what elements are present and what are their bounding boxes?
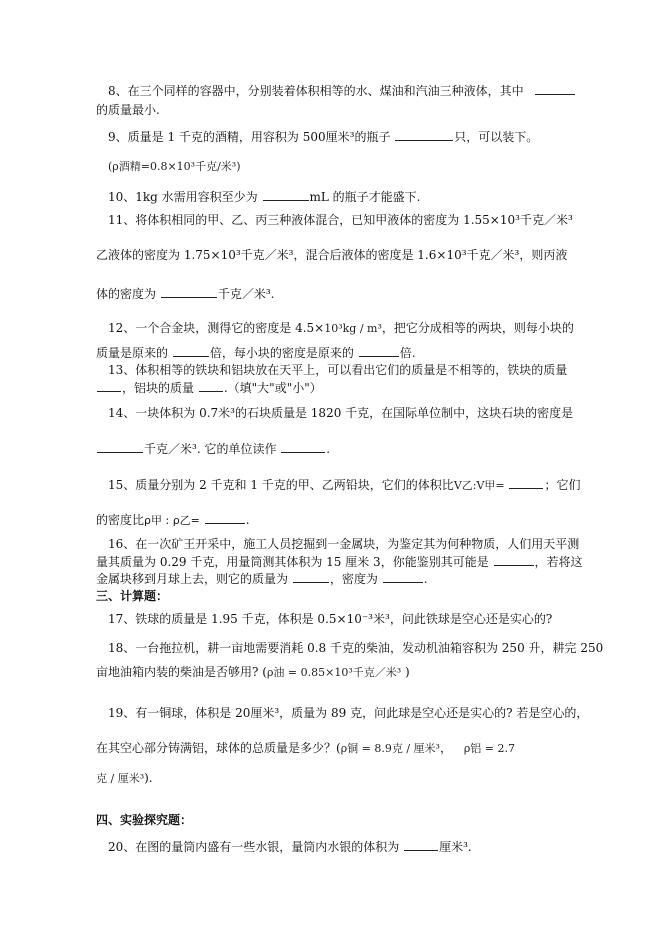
question-11-line-1: [108, 212, 573, 228]
question-20: [108, 838, 472, 855]
q16-text-3c: .: [423, 572, 428, 586]
q19-separator: ，: [439, 741, 452, 755]
q16-text-2b: ，若将这: [534, 555, 583, 569]
q9-text-c: 只，可以装下。: [454, 130, 539, 144]
q12-text-2c: 倍.: [399, 346, 416, 360]
q10-text-b: mL 的瓶子才能盛下.: [309, 190, 421, 204]
section-3-title: 三、计算题：: [96, 589, 169, 603]
q19-unit: 厘米³: [250, 706, 280, 720]
q14-unit: 米³: [218, 406, 235, 420]
q11-text-3c: .: [270, 287, 275, 301]
question-14-line-1: [108, 405, 573, 421]
q11-text-3a: 体的密度为: [96, 287, 157, 301]
q14-text-2a: 千克／: [144, 442, 181, 456]
q9-formula: (ρ酒精=0.8×10³千克/米³): [108, 160, 241, 173]
q11-answer-blank[interactable]: [161, 285, 217, 298]
q13-text-2b: .（填"大"或"小"）: [223, 381, 322, 395]
q15-text-2a: 的密度比: [96, 513, 145, 527]
q8-answer-blank[interactable]: [535, 82, 575, 95]
q17-text-b: ，问此铁球是空心还是实心的?: [389, 612, 553, 626]
q19-text-1b: ，质量为 89 克，问此球是空心还是实心的? 若是空心的，: [279, 706, 589, 720]
q12-answer-blank-2[interactable]: [359, 344, 399, 357]
q12-text-2a: 质量是原来的: [96, 346, 169, 360]
q11-text-3b: 千克／: [217, 287, 254, 301]
q16-text-3b: ，密度为: [329, 572, 378, 586]
question-11-line-3: [96, 285, 275, 302]
q15-text-1b: ；它们: [544, 478, 581, 492]
q11-text-2b: ，混合后液体的密度是 1.6×10³千克／: [293, 248, 503, 262]
q20-unit: 厘米³: [439, 840, 468, 854]
question-11-line-2: [96, 247, 567, 263]
q12-text-1b: ，把它分成相等的两块，则每小块的: [381, 321, 574, 335]
q8-text-2: 的质量最小.: [96, 103, 160, 117]
question-19-line-2: [96, 740, 515, 757]
q9-answer-blank[interactable]: [395, 128, 453, 141]
q17-text-a: 17、铁球的质量是 1.95 千克，体积是 0.5×: [108, 612, 347, 626]
question-15-line-2: [96, 511, 250, 529]
q16-answer-blank-2[interactable]: [293, 570, 329, 583]
q12-unit: 10³kg / m³: [324, 322, 382, 335]
q13-text-1: 13、体积相等的铁块和铝块放在天平上，可以看出它们的质量是不相等的，铁块的质量: [108, 363, 568, 377]
question-9-line-1: [108, 128, 538, 145]
q11-text-2c: ，则丙液: [519, 248, 568, 262]
q20-answer-blank[interactable]: [404, 838, 438, 851]
q14-text-2b: . 它的单位读作: [196, 442, 277, 456]
q19-text-2a: 在其空心部分铸满铝，球体的总质量是多少？(: [96, 741, 341, 755]
question-12-line-1: [108, 320, 574, 337]
q14-text-2c: .: [326, 442, 331, 456]
q16-answer-blank-1[interactable]: [494, 553, 534, 566]
q18-formula: ρ油 = 0.85×10³千克／米³: [266, 666, 402, 679]
q18-text-1: 18、一台拖拉机，耕一亩地需要消耗 0.8 千克的柴油，发动机油箱容积为 250 升，耕完 250: [108, 641, 604, 655]
q9-text-a: 9、质量是 1 千克的酒精，用容积为 500: [108, 130, 326, 144]
q20-text-b: .: [467, 840, 472, 854]
question-13-line-1: [108, 362, 567, 378]
q15-density-ratio: ρ甲 : ρ乙=: [144, 514, 200, 527]
q15-answer-blank-2[interactable]: [205, 511, 245, 524]
question-19-line-1: [108, 705, 588, 721]
question-18-line-1: [108, 640, 603, 656]
section-4-title: 四、实验探究题：: [96, 813, 193, 827]
q11-text-1: 11、将体积相同的甲、乙、丙三种液体混合，已知甲液体的密度为 1.55×: [108, 213, 500, 227]
question-12-line-2: [96, 344, 416, 361]
question-18-line-2: [96, 664, 410, 681]
q10-text-a: 10、1kg 水需用容积至少为: [108, 190, 258, 204]
q19-text-1a: 19、有一铜球，体积是 20: [108, 706, 251, 720]
q12-answer-blank-1[interactable]: [173, 344, 209, 357]
section-4-heading: [96, 812, 192, 828]
q11-unit-4: 米³: [253, 287, 271, 301]
q19-formula-aluminum: ρ铝 = 2.7: [463, 742, 515, 755]
q14-text-1b: 的石块质量是 1820 千克，在国际单位制中，这块石块的密度是: [234, 406, 574, 420]
q9-text-b: 的瓶子: [354, 130, 391, 144]
q14-unit-2: 米³: [180, 442, 197, 456]
section-3-heading: [96, 588, 168, 604]
q15-answer-blank-1[interactable]: [509, 476, 543, 489]
question-8-line-2: [96, 102, 160, 118]
q10-answer-blank[interactable]: [263, 188, 309, 201]
q8-text: 8、在三个同样的容器中，分别装着体积相等的水、煤油和汽油三种液体，其中: [108, 84, 524, 98]
q14-answer-blank-2[interactable]: [281, 440, 325, 453]
q15-volume-ratio: V乙:V甲=: [453, 479, 505, 492]
question-15-line-1: [108, 476, 580, 494]
q14-text-1a: 14、一块体积为 0.7: [108, 406, 219, 420]
q12-text-2b: 倍，每小块的密度是原来的: [209, 346, 354, 360]
q11-unit-2: 米³: [276, 248, 294, 262]
q16-text-2a: 量其质量为 0.29 千克，用量筒测其体积为 15 厘米 3，你能鉴别其可能是: [96, 555, 489, 569]
q11-text-2a: 乙液体的密度为 1.75×10³千克／: [96, 248, 277, 262]
question-19-line-3: [96, 770, 153, 787]
q16-answer-blank-3[interactable]: [383, 570, 423, 583]
q19-unit-2: 克 / 厘米³: [96, 772, 145, 785]
q19-text-3b: ).: [144, 771, 153, 785]
question-17: [108, 611, 552, 627]
question-8-line-1: [108, 82, 576, 99]
question-16-line-3: [96, 570, 428, 587]
q9-unit: 厘米³: [325, 130, 355, 144]
q11-unit-3: 米³: [502, 248, 520, 262]
q13-text-2a: ，铝块的质量: [122, 381, 195, 395]
question-16-line-2: [96, 553, 583, 570]
q15-text-2b: .: [245, 513, 250, 527]
question-14-line-2: [96, 440, 330, 457]
q20-text-a: 20、在图的量筒内盛有一些水银，量筒内水银的体积为: [108, 840, 400, 854]
q13-answer-blank-1[interactable]: [97, 379, 121, 392]
question-13-line-2: [96, 379, 322, 396]
question-16-line-1: [108, 536, 579, 552]
q17-unit: 10⁻³米³: [346, 612, 390, 626]
q16-text-1: 16、在一次矿王开采中，施工人员挖掘到一金属块，为鉴定其为何种物质，人们用天平测: [108, 537, 580, 551]
q18-text-2a: 亩地油箱内装的柴油是否够用? (: [96, 665, 267, 679]
q14-answer-blank-1[interactable]: [97, 440, 143, 453]
q16-text-3a: 金属块移到月球上去，则它的质量为: [96, 572, 289, 586]
q13-answer-blank-2[interactable]: [199, 379, 223, 392]
q18-text-2b: ): [404, 665, 410, 679]
q11-unit-1: 10³千克／米³: [499, 213, 573, 227]
q12-text-1a: 12、一个合金块，测得它的密度是 4.5×: [108, 321, 325, 335]
q19-formula-copper: ρ铜 = 8.9克 / 厘米³: [340, 742, 440, 755]
question-9-formula: [108, 158, 241, 175]
q15-text-1a: 15、质量分别为 2 千克和 1 千克的甲、乙两铅块，它们的体积比: [108, 478, 454, 492]
question-10: [108, 188, 421, 205]
